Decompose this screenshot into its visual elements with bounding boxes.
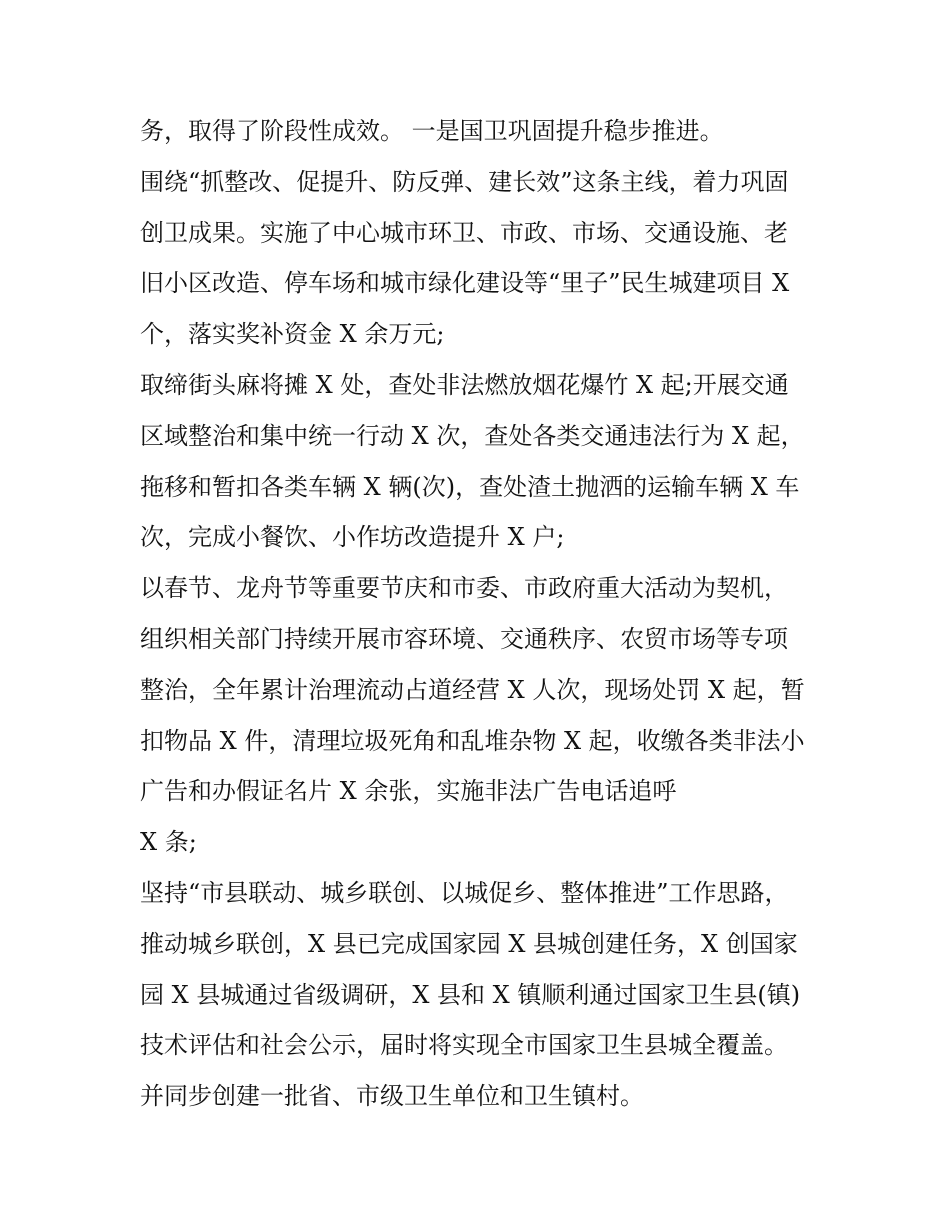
- text-line: 旧小区改造、停车场和城市绿化建设等“里子”民生城建项目 X: [140, 269, 790, 298]
- text-line: 围绕“抓整改、促提升、防反弹、建长效”这条主线，着力巩固: [140, 167, 789, 196]
- text-line: 园 X 县城通过省级调研，X 县和 X 镇顺利通过国家卫生县(镇): [140, 980, 801, 1009]
- body-text: [140, 106, 820, 1122]
- text-line: 以春节、龙舟节等重要节庆和市委、市政府重大活动为契机，: [140, 574, 788, 603]
- text-line: 务，取得了阶段性成效。 一是国卫巩固提升稳步推进。: [140, 117, 724, 145]
- text-line: 创卫成果。实施了中心城市环卫、市政、市场、交通设施、老: [140, 218, 788, 247]
- text-line: 整治，全年累计治理流动占道经营 X 人次，现场处罚 X 起，暂: [140, 675, 805, 704]
- text-line: 广告和办假证名片 X 余张，实施非法广告电话追呼: [140, 777, 677, 806]
- text-line: 个，落实奖补资金 X 余万元;: [140, 320, 445, 349]
- text-line: 次，完成小餐饮、小作坊改造提升 X 户;: [140, 523, 565, 552]
- text-line: X 条;: [140, 828, 197, 857]
- text-line: 坚持“市县联动、城乡联创、以城促乡、整体推进”工作思路，: [140, 878, 789, 907]
- text-line: 扣物品 X 件，清理垃圾死角和乱堆杂物 X 起，收缴各类非法小: [140, 726, 805, 755]
- text-line: 技术评估和社会公示，届时将实现全市国家卫生县城全覆盖。: [140, 1031, 788, 1060]
- text-line: 拖移和暂扣各类车辆 X 辆(次)，查处渣土抛洒的运输车辆 X 车: [140, 472, 800, 501]
- text-line: 组织相关部门持续开展市容环境、交通秩序、农贸市场等专项: [140, 624, 788, 653]
- text-line: 推动城乡联创，X 县已完成国家园 X 县城创建任务，X 创国家: [140, 929, 798, 958]
- text-line: 取缔街头麻将摊 X 处，查处非法燃放烟花爆竹 X 起;开展交通: [140, 370, 789, 399]
- text-line: 并同步创建一批省、市级卫生单位和卫生镇村。: [140, 1082, 644, 1111]
- text-line: 区域整治和集中统一行动 X 次，查处各类交通违法行为 X 起，: [140, 421, 805, 450]
